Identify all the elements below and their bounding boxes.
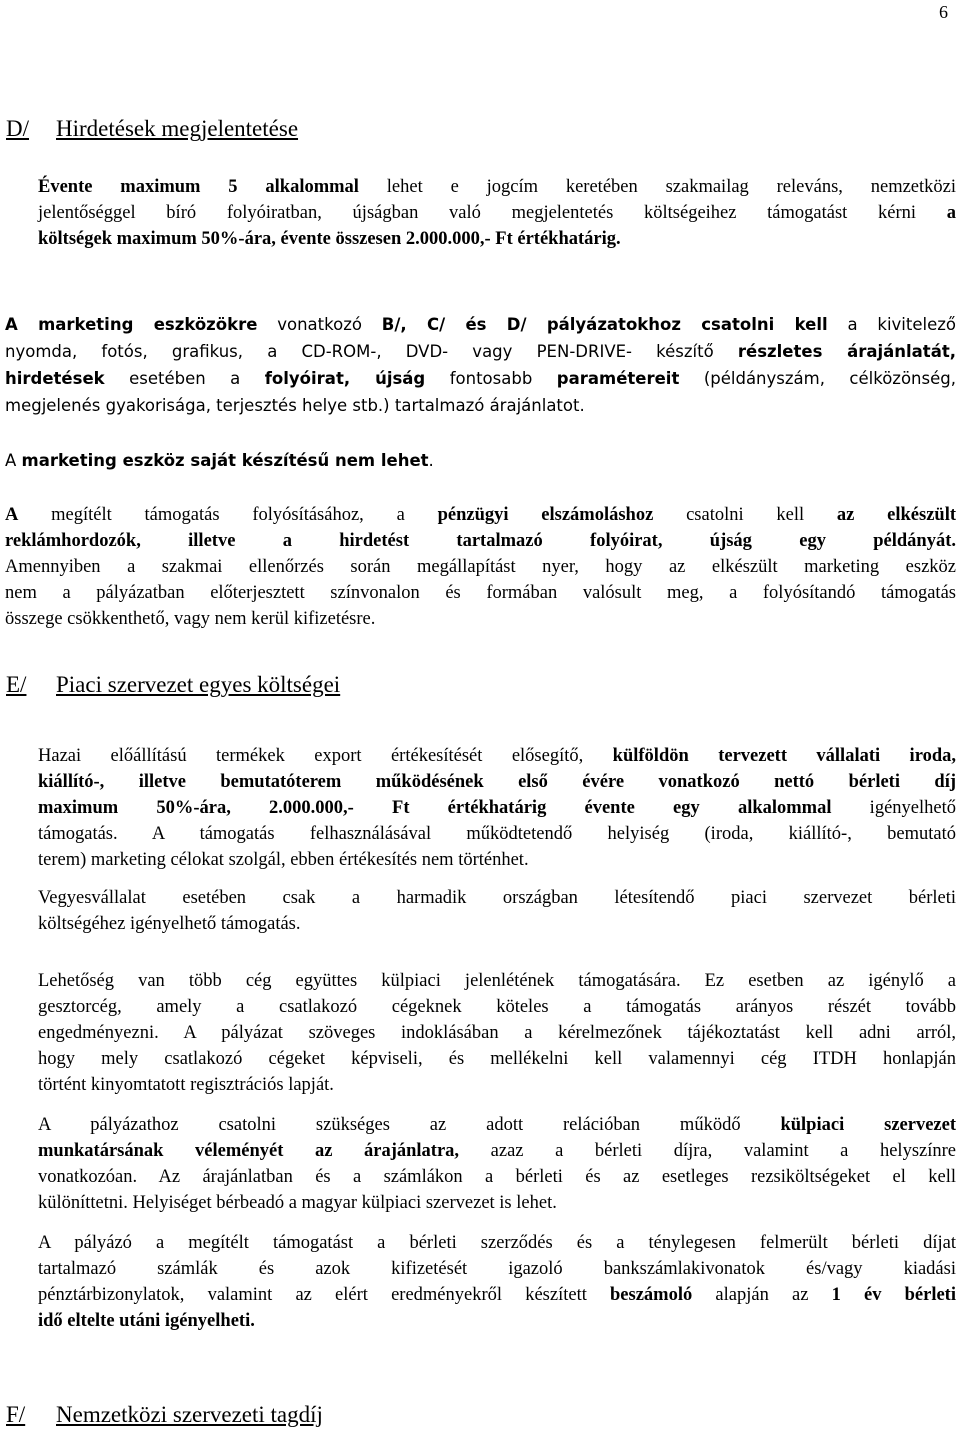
text-run: különíttetni. Helyiséget bérbeadó a magyar külpiaci szervezet is lehet. <box>38 1193 557 1213</box>
paragraph-joint-venture <box>38 885 956 937</box>
text-line <box>5 580 956 606</box>
paragraph-ads-intro <box>38 174 956 252</box>
paragraph-settlement <box>5 502 956 632</box>
section-title: Piaci szervezet egyes költségei <box>56 672 341 697</box>
section-title: Hirdetések megjelentetése <box>56 116 299 141</box>
text-run: tartalmazó számlák és azok kifizetését igazoló bankszámlakivonatok és/vagy kiadási <box>38 1259 956 1279</box>
bold-text-run: idő eltelte utáni igényelheti. <box>38 1311 255 1331</box>
bold-text-run: A <box>5 505 19 525</box>
text-line <box>38 1190 956 1216</box>
text-line <box>5 502 956 528</box>
text-line <box>5 606 956 632</box>
text-run: esetében a <box>104 369 265 388</box>
text-run: . <box>428 451 434 470</box>
section-heading-e <box>6 672 340 698</box>
text-line <box>38 1046 956 1072</box>
bold-text-run: B/, C/ és D/ pályázatokhoz csatolni kell <box>381 315 828 334</box>
text-line <box>38 1020 956 1046</box>
text-run: jelentőséggel bíró folyóiratban, újságban való megjelentetés költségeihez támogatást kérni <box>38 203 947 223</box>
bold-text-run: pénzügyi elszámoláshoz <box>437 505 654 525</box>
bold-text-run: kiállító-, illetve bemutatóterem működésének első évére vonatkozó nettó bérleti díj <box>38 772 956 792</box>
text-line <box>38 968 956 994</box>
text-line <box>38 1230 956 1256</box>
text-line <box>38 1138 956 1164</box>
text-run: költségéhez igényelhető támogatás. <box>38 914 301 934</box>
text-run: vonatkozó <box>257 315 382 334</box>
text-line <box>38 226 956 252</box>
text-line <box>38 885 956 911</box>
bold-text-run: munkatársának véleményét az árajánlatra, <box>38 1141 460 1161</box>
text-line <box>5 392 956 419</box>
text-line <box>38 1072 956 1098</box>
text-run: vonatkozóan. Az árajánlatban és a számlákon a bérleti és az esetleges rezsiköltségeket el kell <box>38 1167 956 1187</box>
text-run: Lehetőség van több cég együttes külpiaci jelenlétének támogatására. Ez esetben az igénylő a <box>38 971 956 991</box>
text-run: a kivitelező <box>827 315 956 334</box>
text-run: pénztárbizonylatok, valamint az elért eredményekről készített <box>38 1285 611 1305</box>
text-line <box>5 447 956 474</box>
text-run: igényelhető <box>831 798 956 818</box>
paragraph-marketing-quotes <box>5 311 956 419</box>
paragraph-office-rent <box>38 743 956 873</box>
text-run: Vegyesvállalat esetében csak a harmadik országban létesítendő piaci szervezet bérleti <box>38 888 956 908</box>
section-number: F/ <box>6 1402 26 1427</box>
text-line <box>5 365 956 392</box>
bold-text-run: 1 év bérleti <box>831 1285 956 1305</box>
text-run: terem) marketing célokat szolgál, ebben értékesítés nem történhet. <box>38 850 529 870</box>
bold-text-run: paramétereit <box>556 369 680 388</box>
bold-text-run: Évente maximum 5 alkalommal <box>38 177 359 197</box>
text-line <box>38 911 956 937</box>
bold-text-run: beszámoló <box>610 1285 693 1305</box>
bold-text-run: A marketing eszközökre <box>5 315 258 334</box>
text-run: lehet e jogcím keretében szakmailag releváns, nemzetközi <box>358 177 956 197</box>
text-run: engedményezni. A pályázat szöveges indoklásában a kérelmezőnek tájékoztatást kell adni arról, <box>38 1023 956 1043</box>
text-line <box>5 528 956 554</box>
text-run: megjelenés gyakorisága, terjesztés helye stb.) tartalmazó árajánlatot. <box>5 396 585 415</box>
text-run: támogatás. A támogatás felhasználásával működtetendő helyiség (iroda, kiállító-, bemutató <box>38 824 956 844</box>
paragraph-joint-presence <box>38 968 956 1098</box>
text-line <box>5 554 956 580</box>
text-line <box>5 311 956 338</box>
page-number: 6 <box>939 2 948 22</box>
bold-text-run: külpiaci szervezet <box>780 1115 956 1135</box>
bold-text-run: költségek maximum 50%-ára, évente összesen 2.000.000,- Ft értékhatárig. <box>38 229 621 249</box>
text-run: csatolni kell <box>653 505 837 525</box>
text-run: összege csökkenthető, vagy nem kerül kifizetésre. <box>5 609 376 629</box>
text-run: A <box>5 451 22 470</box>
text-run: alapján az <box>692 1285 832 1305</box>
section-heading-f <box>6 1402 323 1428</box>
text-run: megítélt támogatás folyósításához, a <box>18 505 438 525</box>
text-line <box>38 200 956 226</box>
text-line <box>38 1308 956 1334</box>
section-number: E/ <box>6 672 27 697</box>
text-line <box>38 174 956 200</box>
bold-text-run: hirdetések <box>5 369 105 388</box>
bold-text-run: marketing eszköz saját készítésű nem lehet <box>21 451 429 470</box>
text-line <box>5 338 956 365</box>
text-run: fontosabb <box>425 369 557 388</box>
text-line <box>38 1282 956 1308</box>
text-run: történt kinyomtatott regisztrációs lapját. <box>38 1075 334 1095</box>
text-run: Hazai előállítású termékek export értékesítését elősegítő, <box>38 746 613 766</box>
text-line <box>38 769 956 795</box>
text-line <box>38 743 956 769</box>
bold-text-run: reklámhordozók, illetve a hirdetést tartalmazó folyóirat, újság egy példányát. <box>5 531 956 551</box>
text-run: A pályázó a megítélt támogatást a bérleti szerződés és a ténylegesen felmerült bérleti díjat <box>38 1233 956 1253</box>
section-number: D/ <box>6 116 29 141</box>
paragraph-own-made <box>5 447 956 474</box>
bold-text-run: folyóirat, újság <box>264 369 426 388</box>
bold-text-run: részletes árajánlatát, <box>737 342 956 361</box>
text-line <box>38 1112 956 1138</box>
paragraph-opinion <box>38 1112 956 1216</box>
text-run: hogy mely csatlakozó cégeket képviseli, és mellékelni kell valamennyi cég ITDH honlapján <box>38 1049 956 1069</box>
bold-text-run: az elkészült <box>836 505 956 525</box>
paragraph-claim <box>38 1230 956 1334</box>
text-run: azaz a bérleti díjra, valamint a helyszínre <box>459 1141 956 1161</box>
text-line <box>38 1164 956 1190</box>
text-line <box>38 1256 956 1282</box>
text-line <box>38 821 956 847</box>
section-heading-d <box>6 116 298 142</box>
text-run: gesztorcég, amely a csatlakozó cégeknek köteles a támogatás arányos részét tovább <box>38 997 956 1017</box>
bold-text-run: a <box>946 203 956 223</box>
bold-text-run: külföldön tervezett vállalati iroda, <box>612 746 956 766</box>
text-run: nyomda, fotós, grafikus, a CD-ROM-, DVD- vagy PEN-DRIVE- készítő <box>5 342 738 361</box>
section-title: Nemzetközi szervezeti tagdíj <box>56 1402 323 1427</box>
text-line <box>38 847 956 873</box>
text-line <box>38 795 956 821</box>
text-line <box>38 994 956 1020</box>
text-run: nem a pályázatban előterjesztett színvonalon és formában valósult meg, a folyósítandó támogatás <box>5 583 956 603</box>
text-run: (példányszám, célközönség, <box>679 369 956 388</box>
text-run: Amennyiben a szakmai ellenőrzés során megállapítást nyer, hogy az elkészült marketing eszköz <box>5 557 956 577</box>
bold-text-run: maximum 50%-ára, 2.000.000,- Ft értékhatárig évente egy alkalommal <box>38 798 832 818</box>
text-run: A pályázathoz csatolni szükséges az adott relációban működő <box>38 1115 781 1135</box>
